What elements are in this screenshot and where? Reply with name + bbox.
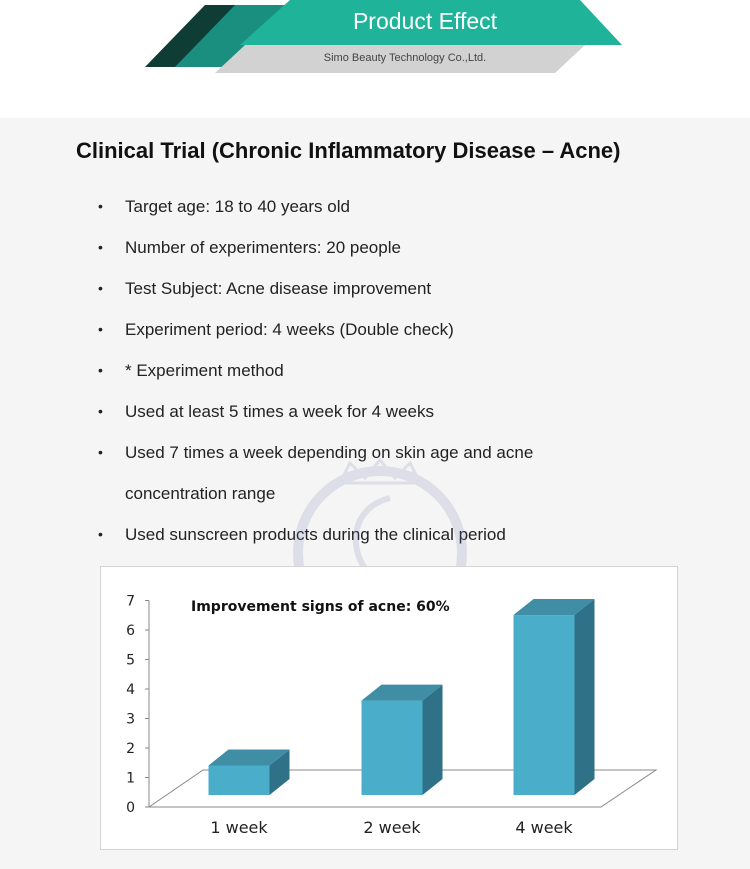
- list-item: • Used sunscreen products during the clinical period: [0, 514, 700, 555]
- acne-improvement-chart: [100, 566, 678, 850]
- x-tick-label: 1 week: [210, 818, 268, 837]
- list-item: • Number of experimenters: 20 people: [0, 227, 700, 268]
- page-heading: Clinical Trial (Chronic Inflammatory Disease – Acne): [76, 138, 621, 163]
- bar-side: [575, 599, 595, 795]
- bar-front: [514, 615, 575, 795]
- bar-side: [423, 685, 443, 795]
- list-item: • Used 7 times a week depending on skin age and acne concentration range: [0, 432, 585, 514]
- y-tick-label: 4: [126, 682, 135, 698]
- y-tick-label: 1: [126, 770, 135, 787]
- bar-front: [209, 766, 270, 796]
- list-item: • Test Subject: Acne disease improvement: [0, 268, 700, 309]
- banner-title: Product Effect: [352, 8, 498, 34]
- x-tick-label: 4 week: [515, 818, 573, 837]
- y-tick-label: 0: [126, 800, 135, 816]
- banner-subtitle: Simo Beauty Technology Co.,Ltd.: [323, 52, 487, 64]
- y-tick-label: 7: [126, 593, 135, 610]
- x-tick-label: 2 week: [363, 818, 421, 837]
- y-tick-label: 2: [126, 741, 135, 757]
- chart-svg: [101, 567, 677, 849]
- banner: [0, 0, 750, 118]
- list-item: • Experiment period: 4 weeks (Double check): [0, 309, 700, 350]
- y-tick-label: 5: [126, 652, 135, 669]
- trial-details-list: [0, 186, 700, 555]
- y-tick-label: 6: [126, 623, 135, 639]
- chart-title: Improvement signs of acne: 60%: [191, 599, 450, 615]
- list-item: • Used at least 5 times a week for 4 weeks: [0, 391, 700, 432]
- list-item: • Target age: 18 to 40 years old: [0, 186, 700, 227]
- list-item: • * Experiment method: [0, 350, 700, 391]
- main-content: [0, 118, 750, 869]
- y-tick-label: 3: [126, 711, 135, 728]
- bar-front: [362, 701, 423, 795]
